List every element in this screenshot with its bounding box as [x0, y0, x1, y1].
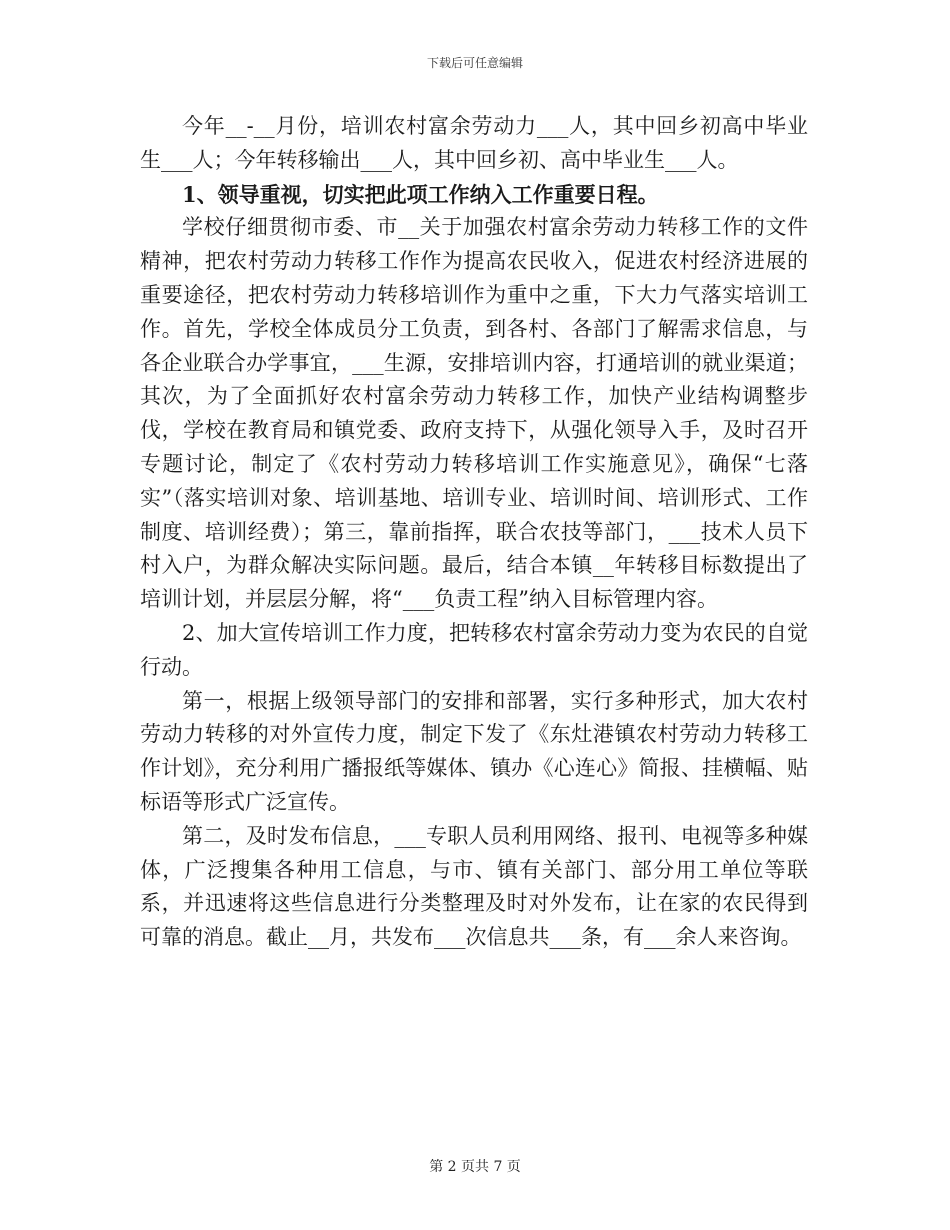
page-footer: 第 2 页共 7 页: [429, 1159, 521, 1175]
section-heading-2: 2、加大宣传培训工作力度，把转移农村富余劳动力变为农民的自觉行动。: [140, 620, 808, 679]
paragraph-3: 第一，根据上级领导部门的安排和部署，实行多种形式，加大农村劳动力转移的对外宣传力度，制定下发了《东灶港镇农村劳动力转移工作计划》，充分利用广播报纸等媒体、镇办《心连心》简报、挂横幅、贴标语等形式广泛宣传。: [140, 688, 808, 814]
paragraph-4: 第二，及时发布信息，___专职人员利用网络、报刊、电视等多种媒体，广泛搜集各种用工信息，与市、镇有关部门、部分用工单位等联系，并迅速将这些信息进行分类整理及时对外发布，让在家的农民得到可靠的消息。截止__月，共发布___次信息共___条，有___余人来咨询。: [140, 823, 808, 950]
paragraph-2: 学校仔细贯彻市委、市__关于加强农村富余劳动力转移工作的文件精神，把农村劳动力转移工作作为提高农民收入，促进农村经济进展的重要途径，把农村劳动力转移培训作为重中之重，下大力气落实培训工作。首先，学校全体成员分工负责，到各村、各部门了解需求信息，与各企业联合办学事宜，___生源，安排培训内容，打通培训的就业渠道；其次，为了全面抓好农村富余劳动力转移工作，加快产业结构调整步伐，学校在教育局和镇党委、政府支持下，从强化领导入手，及时召开专题讨论，制定了《农村劳动力转移培训工作实施意见》，确保“七落实”（落实培训对象、培训基地、培训专业、培训时间、培训形式、工作制度、培训经费）；第三，靠前指挥，联合农技等部门，___技术人员下村入户，为群众解决实际问题。最后，结合本镇__年转移目标数提出了培训计划，并层层分解，将“___负责工程”纳入目标管理内容。: [140, 215, 808, 612]
paragraph-1: 今年__-__月份，培训农村富余劳动力___人，其中回乡初高中毕业生___人；今年转移输出___人，其中回乡初、高中毕业生___人。: [140, 114, 808, 172]
page-header: 下载后可任意编辑: [426, 56, 523, 70]
document-body: [140, 110, 808, 955]
section-heading-1: 1、领导重视，切实把此项工作纳入工作重要日程。: [182, 181, 659, 207]
